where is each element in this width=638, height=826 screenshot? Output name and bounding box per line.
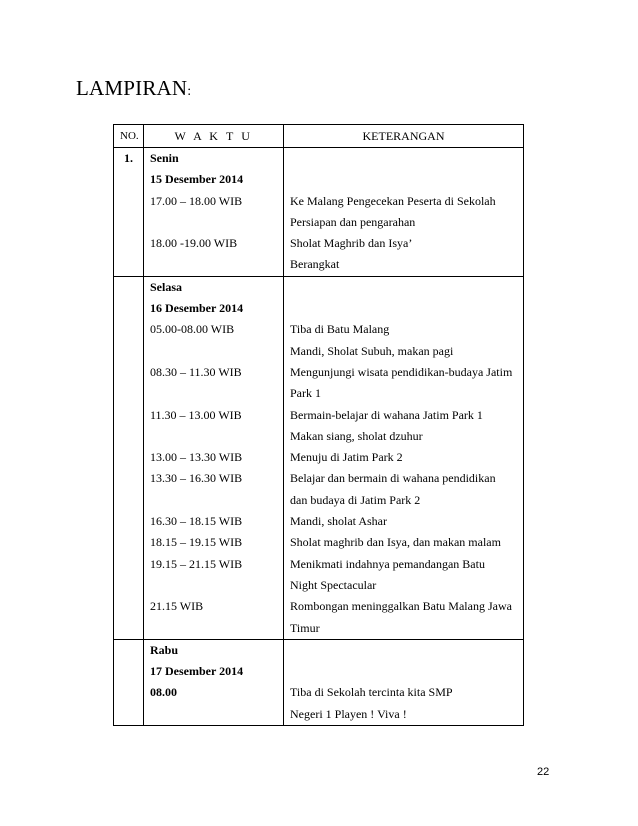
heading-colon: :: [187, 84, 192, 99]
day-name: Senin: [150, 151, 179, 165]
row-number: [114, 277, 143, 298]
table-row-senin: [114, 148, 524, 277]
time-slot: 21.15 WIB: [150, 599, 204, 614]
activity: Berangkat: [290, 257, 340, 272]
cell-no: [114, 148, 144, 277]
time-slot: 18.00 -19.00 WIB: [150, 236, 238, 251]
time-slot: 13.00 – 13.30 WIB: [150, 450, 243, 465]
activity: Timur: [290, 620, 320, 635]
cell-waktu: [144, 276, 284, 639]
activity: Menikmati indahnya pemandangan Batu: [290, 556, 485, 571]
header-keterangan: KETERANGAN: [284, 125, 524, 148]
activity: dan budaya di Jatim Park 2: [290, 492, 421, 507]
time-slot: 19.15 – 21.15 WIB: [150, 556, 243, 571]
heading-text: LAMPIRAN: [76, 76, 188, 100]
activity: Sholat maghrib dan Isya, dan makan malam: [290, 535, 501, 550]
cell-waktu: [144, 639, 284, 725]
page-heading: [76, 76, 191, 101]
row-number: [114, 640, 143, 661]
cell-waktu: [144, 148, 284, 277]
activity: Tiba di Sekolah tercinta kita SMP: [290, 685, 453, 700]
time-slot: [144, 212, 283, 233]
activity: Mengunjungi wisata pendidikan-budaya Jatim: [290, 364, 513, 379]
day-date: 16 Desember 2014: [150, 301, 244, 316]
time-slot: 08.00: [150, 685, 177, 700]
day-date: 17 Desember 2014: [150, 664, 244, 679]
time-slot: [144, 254, 283, 275]
table-row-selasa: [114, 276, 524, 639]
row-number: 1.: [124, 151, 133, 165]
activity: Bermain-belajar di wahana Jatim Park 1: [290, 407, 483, 422]
day-name: Selasa: [150, 279, 183, 294]
activity: Ke Malang Pengecekan Peserta di Sekolah: [290, 193, 496, 208]
time-slot: [144, 426, 283, 447]
time-slot: [144, 704, 283, 725]
activity: Rombongan meninggalkan Batu Malang Jawa: [290, 599, 512, 614]
time-slot: 13.30 – 16.30 WIB: [150, 471, 243, 486]
table-row-rabu: [114, 639, 524, 725]
time-slot: 05.00-08.00 WIB: [150, 322, 235, 337]
time-slot: 08.30 – 11.30 WIB: [150, 364, 242, 379]
cell-keterangan: [284, 148, 524, 277]
day-date: 15 Desember 2014: [150, 172, 244, 187]
time-slot: 17.00 – 18.00 WIB: [150, 193, 243, 208]
activity: Belajar dan bermain di wahana pendidikan: [290, 471, 496, 486]
time-slot: [144, 341, 283, 362]
page-number: 22: [537, 766, 550, 778]
time-slot: 18.15 – 19.15 WIB: [150, 535, 243, 550]
day-name: Rabu: [150, 642, 179, 657]
activity: Makan siang, sholat dzuhur: [290, 428, 423, 443]
cell-no: [114, 639, 144, 725]
table-header-row: [114, 125, 524, 148]
activity: Mandi, Sholat Subuh, makan pagi: [290, 343, 454, 358]
activity: Mandi, sholat Ashar: [290, 514, 387, 529]
time-slot: [144, 383, 283, 404]
cell-no: [114, 276, 144, 639]
cell-keterangan: [284, 639, 524, 725]
activity: Persiapan dan pengarahan: [290, 214, 416, 229]
activity: Tiba di Batu Malang: [290, 322, 390, 337]
time-slot: 16.30 – 18.15 WIB: [150, 514, 243, 529]
time-slot: [144, 490, 283, 511]
header-waktu: W A K T U: [144, 125, 284, 148]
schedule-table: [113, 124, 524, 726]
activity: Negeri 1 Playen ! Viva !: [290, 706, 407, 721]
activity: Menuju di Jatim Park 2: [290, 450, 403, 465]
activity: Night Spectacular: [290, 577, 377, 592]
time-slot: [144, 575, 283, 596]
time-slot: [144, 618, 283, 639]
activity: Sholat Maghrib dan Isya’: [290, 236, 413, 251]
header-no: NO.: [114, 125, 144, 148]
time-slot: 11.30 – 13.00 WIB: [150, 407, 242, 422]
cell-keterangan: [284, 276, 524, 639]
activity: Park 1: [290, 386, 321, 401]
